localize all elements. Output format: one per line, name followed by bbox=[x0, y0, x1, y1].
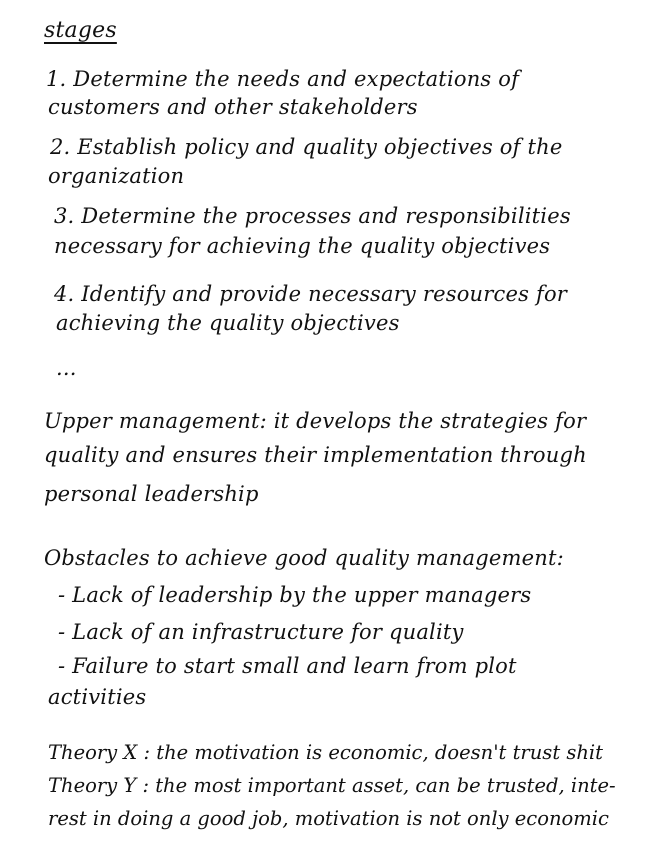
obstacle-3-continued: activities bbox=[48, 685, 147, 709]
theory-y-line-1: Theory Y : the most important asset, can be trusted, inte- bbox=[48, 774, 616, 797]
theory-y-line-2: rest in doing a good job, motivation is not only economic bbox=[48, 807, 609, 830]
stage-1-line-2: customers and other stakeholders bbox=[48, 95, 418, 119]
upper-management-line-3: personal leadership bbox=[44, 482, 259, 506]
stage-1-line-1: 1. Determine the needs and expectations of bbox=[46, 67, 520, 91]
stage-2-line-2: organization bbox=[48, 164, 185, 188]
stage-4-line-1: 4. Identify and provide necessary resources for bbox=[54, 282, 568, 306]
obstacle-1: - Lack of leadership by the upper managers bbox=[58, 583, 532, 607]
stage-2-line-1: 2. Establish policy and quality objectives of the bbox=[50, 135, 563, 159]
heading-stages: stages bbox=[44, 18, 117, 43]
theory-x: Theory X : the motivation is economic, doesn't trust shit bbox=[48, 741, 603, 764]
ellipsis: ... bbox=[56, 356, 77, 380]
upper-management-line-2: quality and ensures their implementation through bbox=[44, 443, 587, 467]
obstacles-heading: Obstacles to achieve good quality management: bbox=[44, 546, 564, 570]
obstacle-3: - Failure to start small and learn from plot bbox=[58, 654, 517, 678]
upper-management-line-1: Upper management: it develops the strategies for bbox=[44, 409, 587, 433]
stage-3-line-1: 3. Determine the processes and responsibilities bbox=[54, 204, 571, 228]
stage-4-line-2: achieving the quality objectives bbox=[56, 311, 400, 335]
obstacle-2: - Lack of an infrastructure for quality bbox=[58, 620, 464, 644]
stage-3-line-2: necessary for achieving the quality objectives bbox=[54, 234, 551, 258]
